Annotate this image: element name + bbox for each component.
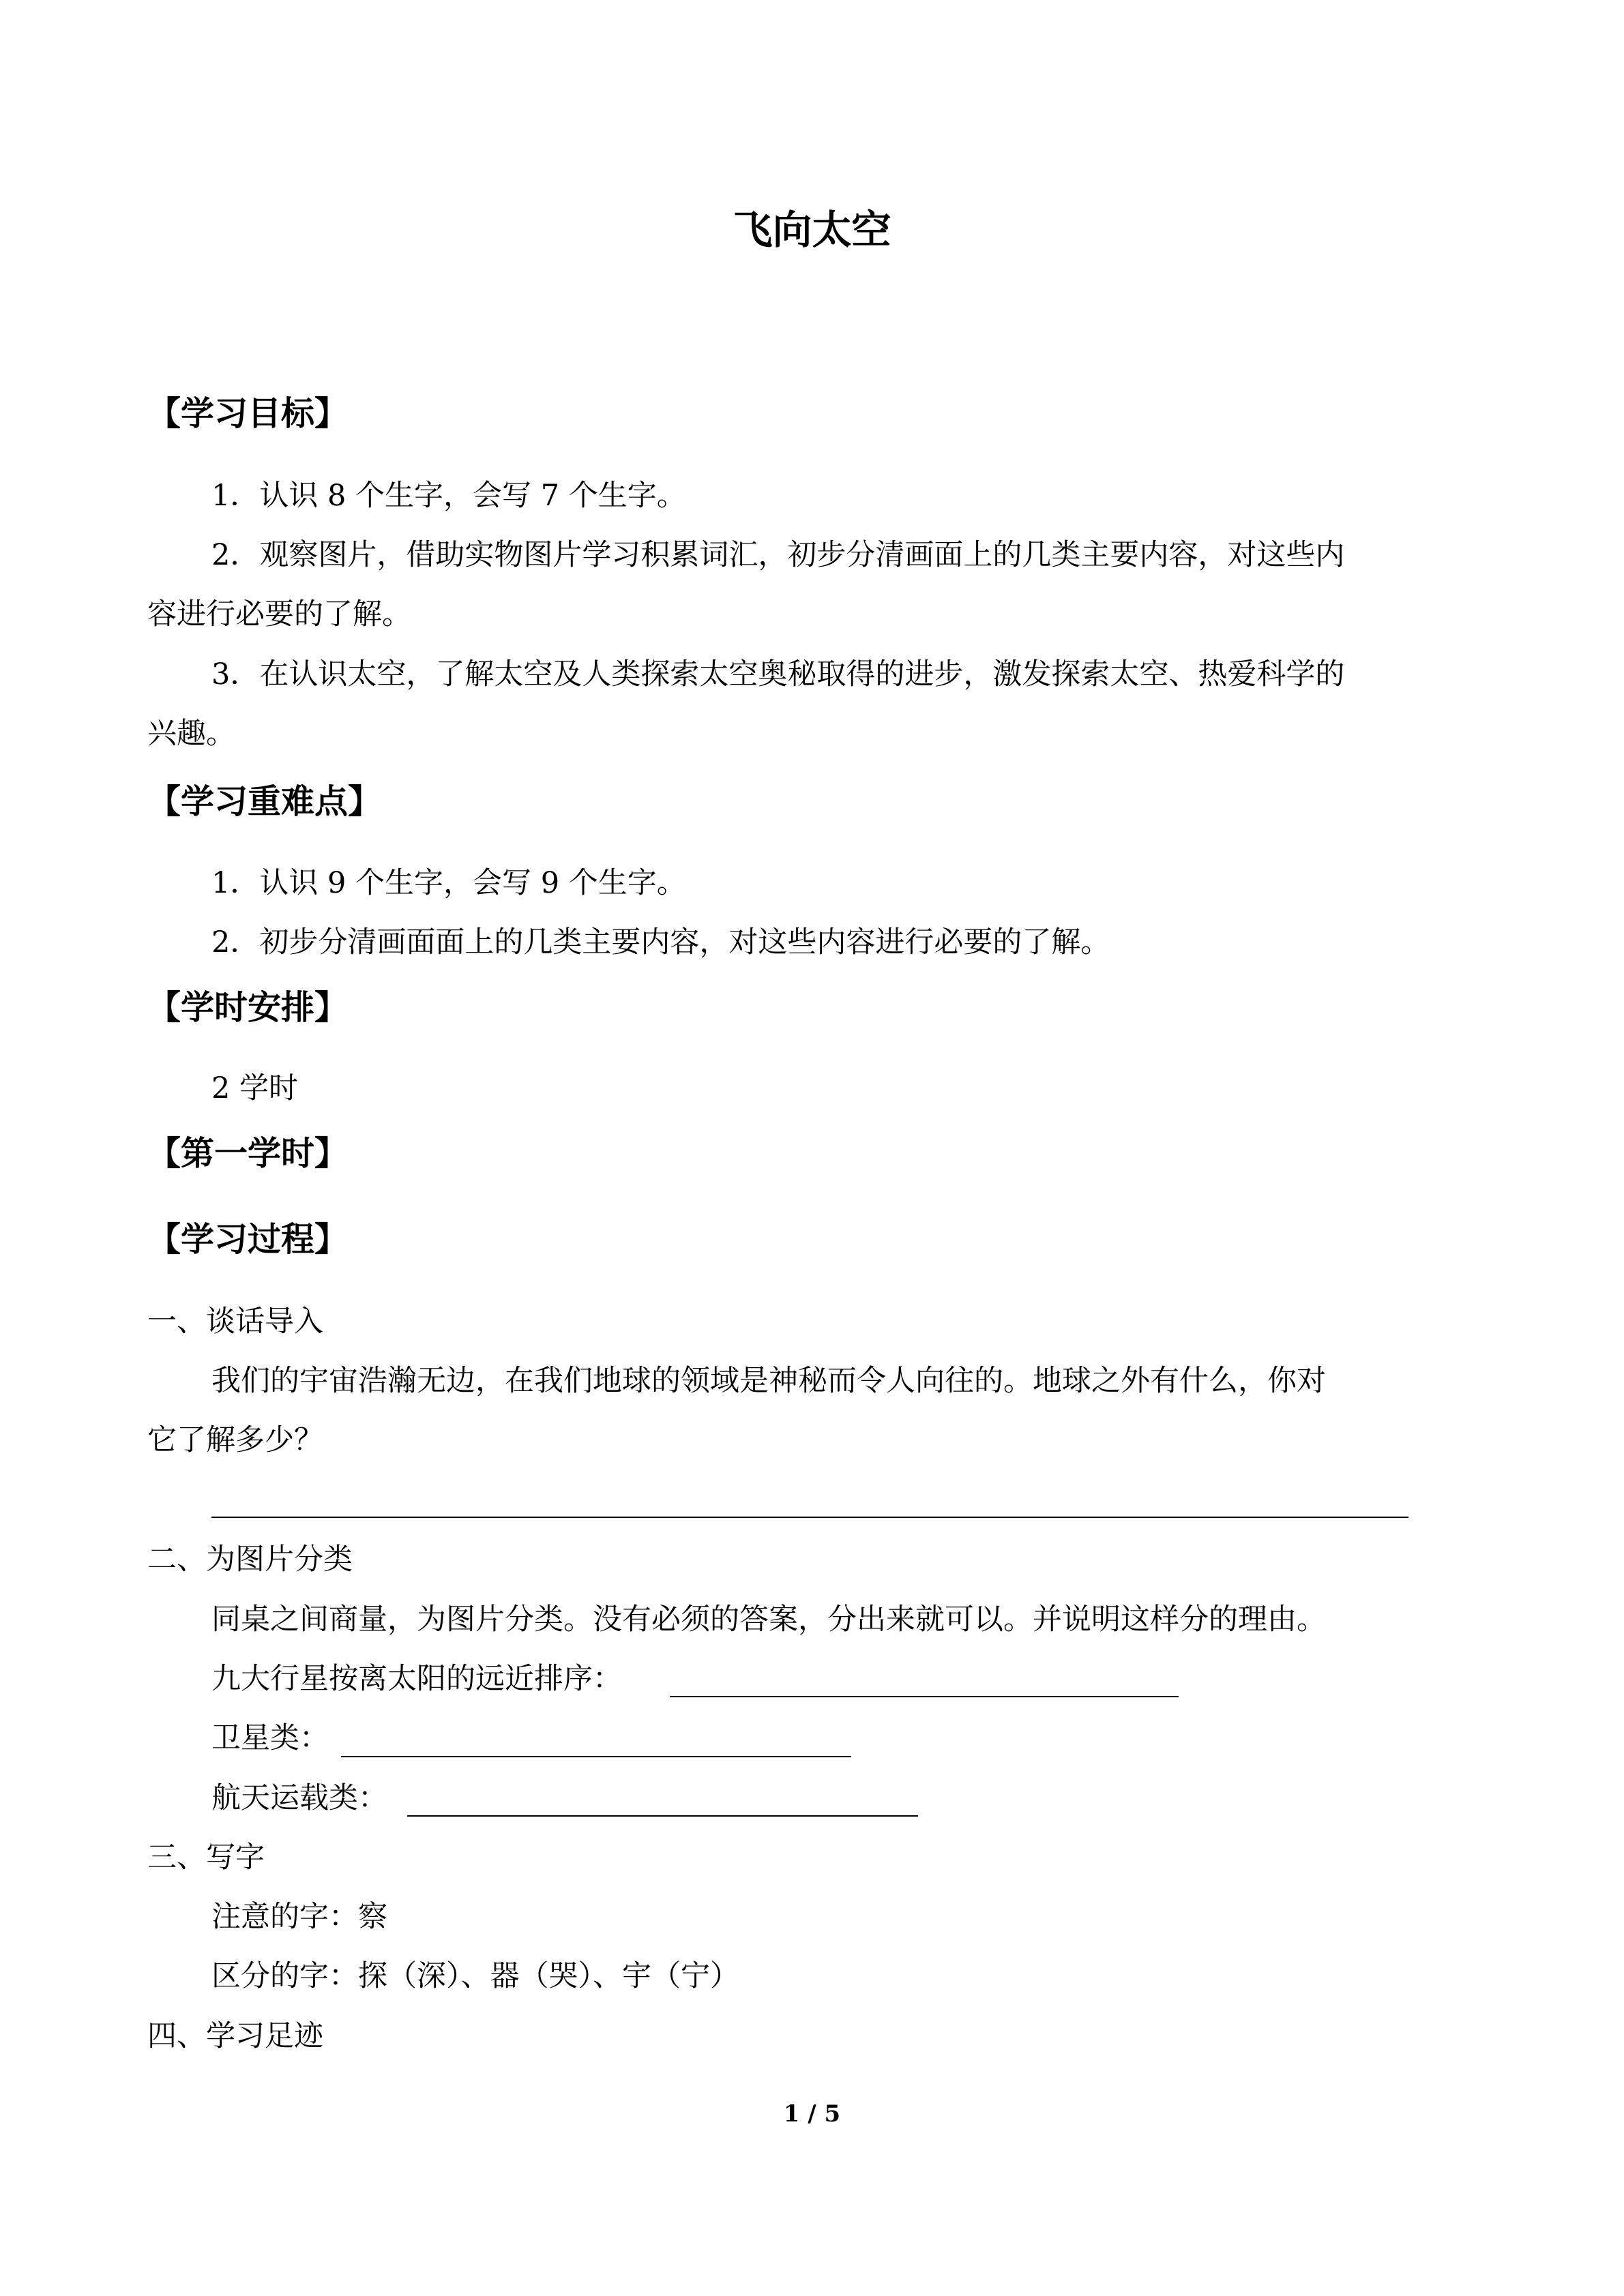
part-4-title: 四、学习足迹 (147, 2019, 323, 2053)
spacecraft-label: 航天运载类： (211, 1781, 387, 1815)
key-point-item-2: 2．初步分清画面面上的几类主要内容，对这些内容进行必要的了解。 (211, 925, 1110, 959)
goal-item-2-line-2: 容进行必要的了解。 (147, 597, 411, 631)
planets-blank-line (670, 1696, 1179, 1697)
key-point-item-1: 1．认识 9 个生字，会写 9 个生字。 (211, 866, 686, 900)
distinguish-characters: 区分的字：探（深）、器（哭）、宇（宁） (211, 1959, 739, 1993)
answer-blank-line (211, 1517, 1408, 1518)
attention-characters: 注意的字：察 (211, 1900, 387, 1934)
heading-key-points: 【学习重难点】 (147, 782, 382, 821)
document-title: 飞向太空 (733, 207, 891, 253)
part-2-text: 同桌之间商量，为图片分类。没有必须的答案，分出来就可以。并说明这样分的理由。 (211, 1602, 1326, 1637)
satellites-label: 卫星类： (211, 1721, 329, 1755)
heading-learning-goals: 【学习目标】 (147, 394, 349, 433)
part-1-text-line-1: 我们的宇宙浩瀚无边，在我们地球的领域是神秘而令人向往的。地球之外有什么，你对 (211, 1364, 1326, 1398)
goal-item-1: 1．认识 8 个生字，会写 7 个生字。 (211, 479, 686, 513)
goal-item-2-line-1: 2．观察图片，借助实物图片学习积累词汇，初步分清画面上的几类主要内容，对这些内 (211, 538, 1345, 572)
part-2-title: 二、为图片分类 (147, 1542, 353, 1577)
schedule-text: 2 学时 (211, 1071, 299, 1105)
planets-order-label: 九大行星按离太阳的远近排序： (211, 1662, 622, 1696)
spacecraft-blank-line (407, 1815, 918, 1817)
part-3-title: 三、写字 (147, 1840, 265, 1875)
goal-item-3-line-1: 3．在认识太空，了解太空及人类探索太空奥秘取得的进步，激发探索太空、热爱科学的 (211, 657, 1345, 691)
part-1-title: 一、谈话导入 (147, 1304, 323, 1339)
part-1-text-line-2: 它了解多少？ (147, 1423, 323, 1457)
heading-first-period: 【第一学时】 (147, 1134, 349, 1173)
page-number: 1 / 5 (783, 2100, 841, 2128)
heading-schedule: 【学时安排】 (147, 988, 349, 1027)
satellites-blank-line (341, 1756, 851, 1757)
goal-item-3-line-2: 兴趣。 (147, 717, 235, 751)
heading-learning-process: 【学习过程】 (147, 1220, 349, 1259)
